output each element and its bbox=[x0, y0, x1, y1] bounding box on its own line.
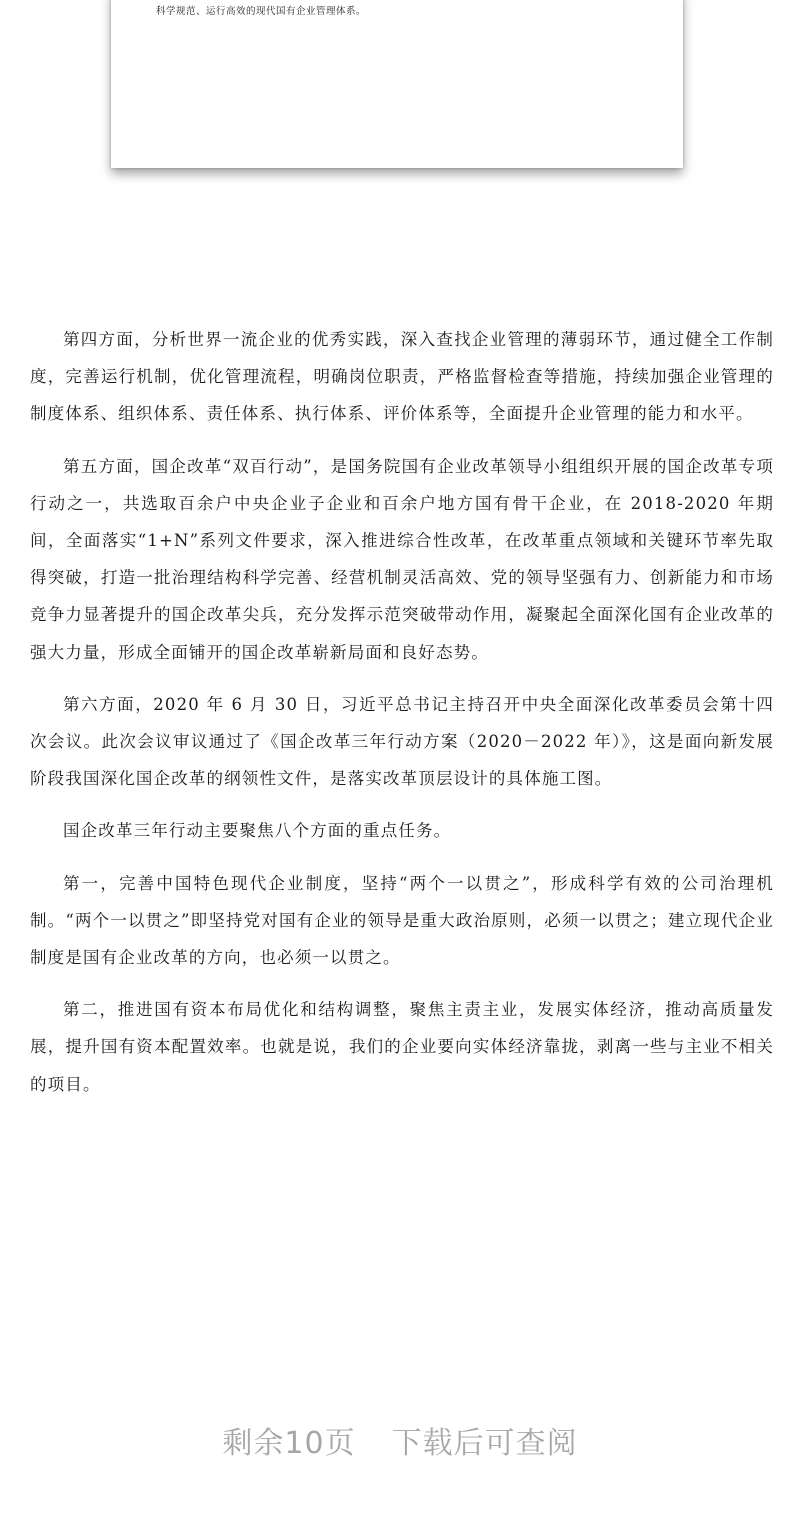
download-notice[interactable] bbox=[0, 1418, 800, 1462]
page-preview-card bbox=[111, 0, 683, 168]
document-body bbox=[30, 321, 774, 1118]
remaining-pages-text: 剩余10页 bbox=[222, 1426, 356, 1461]
paragraph: 第一，完善中国特色现代企业制度，坚持“两个一以贯之”，形成科学有效的公司治理机制。“两个一以贯之”即坚持党对国有企业的领导是重大政治原则，必须一以贯之；建立现代企业制度是国有企业改革的方向，也必须一以贯之。 bbox=[30, 873, 774, 968]
paragraph: 国企改革三年行动主要聚焦八个方面的重点任务。 bbox=[63, 821, 452, 841]
download-hint-text: 下载后可查阅 bbox=[391, 1426, 578, 1461]
paragraph: 第五方面，国企改革“双百行动”，是国务院国有企业改革领导小组组织开展的国企改革专项行动之一，共选取百余户中央企业子企业和百余户地方国有骨干企业，在 2018-2020 年期间，全面落实“1+N”系列文件要求，深入推进综合性改革，在改革重点领域和关键环节率先取得突破，打造一批治理结构科学完善、经营机制灵活高效、党的领导坚强有力、创新能力和市场竞争力显著提升的国企改革尖兵，充分发挥示范突破带动作用，凝聚起全面深化国有企业改革的强大力量，形成全面铺开的国企改革崭新局面和良好态势。 bbox=[30, 456, 774, 662]
paragraph: 第六方面，2020 年 6 月 30 日，习近平总书记主持召开中央全面深化改革委员会第十四次会议。此次会议审议通过了《国企改革三年行动方案（2020－2022 年）》，这是面向新发展阶段我国深化国企改革的纲领性文件，是落实改革顶层设计的具体施工图。 bbox=[30, 694, 774, 789]
paragraph: 第四方面，分析世界一流企业的优秀实践，深入查找企业管理的薄弱环节，通过健全工作制度，完善运行机制，优化管理流程，明确岗位职责，严格监督检查等措施，持续加强企业管理的制度体系、组织体系、责任体系、执行体系、评价体系等，全面提升企业管理的能力和水平。 bbox=[30, 330, 774, 424]
paragraph: 第二，推进国有资本布局优化和结构调整，聚焦主责主业，发展实体经济，推动高质量发展，提升国有资本配置效率。也就是说，我们的企业要向实体经济靠拢，剥离一些与主业不相关的项目。 bbox=[30, 1000, 774, 1094]
preview-text: 科学规范、运行高效的现代国有企业管理体系。 bbox=[156, 6, 367, 17]
